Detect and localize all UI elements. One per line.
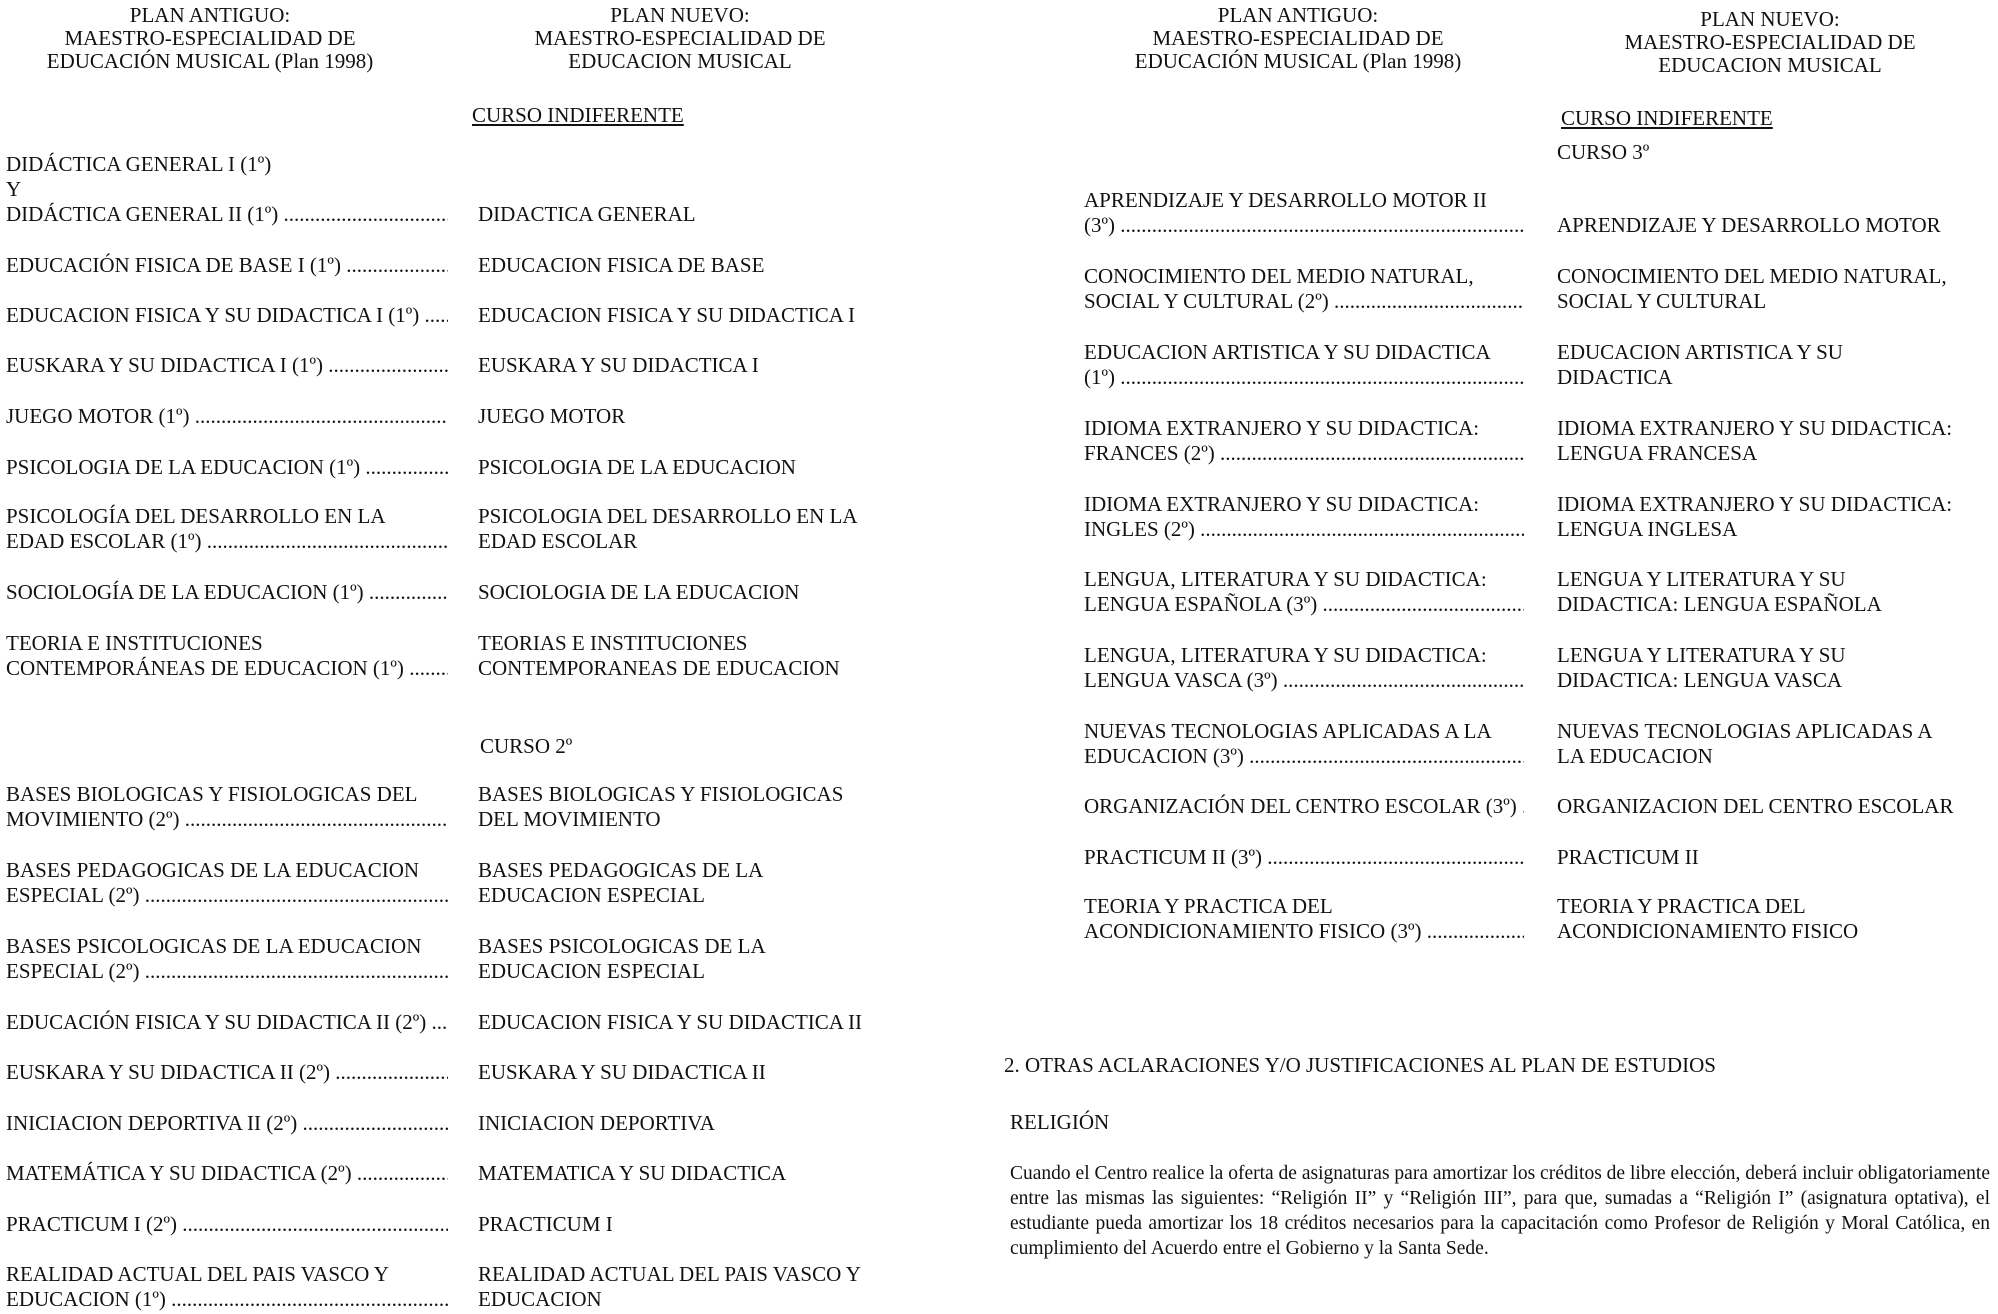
new-plan-subject: [478, 858, 763, 908]
header-line: MAESTRO-ESPECIALIDAD DE: [64, 26, 356, 50]
new-plan-subject: [478, 1161, 786, 1186]
new-plan-subject: [478, 934, 766, 984]
old-plan-subject: [6, 504, 448, 554]
notes-subheading: RELIGIÓN: [1010, 1110, 1110, 1134]
old-subject-line: (1º) .....: [1084, 365, 1524, 390]
old-plan-subject: [6, 580, 448, 605]
new-plan-subject: [478, 580, 799, 605]
section-curso-indiferente: CURSO INDIFERENTE: [472, 103, 684, 127]
new-plan-subject: [478, 782, 843, 832]
old-plan-subject: [1084, 894, 1524, 944]
old-subject-line: BASES PSICOLOGICAS DE LA EDUCACION: [6, 934, 422, 958]
old-subject-line: LENGUA ESPAÑOLA (3º) .....: [1084, 592, 1524, 617]
old-subject-line: ACONDICIONAMIENTO FISICO (3º) .....: [1084, 919, 1524, 944]
header-line: PLAN ANTIGUO:: [1217, 3, 1379, 27]
new-subject-line: EDUCACION FISICA Y SU DIDACTICA I: [478, 303, 856, 327]
old-plan-subject: [1084, 492, 1524, 542]
old-subject-line: PSICOLOGIA DE LA EDUCACION (1º) .....: [6, 455, 448, 480]
new-plan-subject: [1557, 264, 1947, 314]
new-subject-line: DIDACTICA: LENGUA VASCA: [1557, 668, 1843, 692]
new-plan-subject: [478, 404, 625, 429]
new-subject-line: EDUCACION: [478, 1287, 602, 1311]
old-subject-line: TEORIA Y PRACTICA DEL: [1084, 894, 1333, 918]
old-subject-line: Y: [6, 177, 22, 201]
old-subject-line: ESPECIAL (2º) .....: [6, 959, 448, 984]
old-subject-line: EDUCACIÓN FISICA DE BASE I (1º) .....: [6, 253, 448, 278]
old-plan-subject: [6, 353, 448, 378]
left-new-plan-header: [520, 4, 840, 73]
old-subject-line: DIDÁCTICA GENERAL II (1º) .....: [6, 202, 448, 227]
new-plan-subject: [478, 455, 796, 480]
new-subject-line: BASES BIOLOGICAS Y FISIOLOGICAS: [478, 782, 844, 806]
new-subject-line: LENGUA FRANCESA: [1557, 441, 1758, 465]
section-curso-indiferente: CURSO INDIFERENTE: [1561, 106, 1773, 130]
old-subject-line: EUSKARA Y SU DIDACTICA II (2º) .....: [6, 1060, 448, 1085]
old-plan-subject: [6, 1161, 448, 1186]
old-subject-line: EUSKARA Y SU DIDACTICA I (1º) .....: [6, 353, 448, 378]
new-subject-line: EDAD ESCOLAR: [478, 529, 638, 553]
new-plan-subject: [478, 1262, 861, 1312]
new-subject-line: LENGUA INGLESA: [1557, 517, 1738, 541]
left-old-plan-header: [30, 4, 390, 73]
old-subject-line: EDUCACION (1º) .....: [6, 1287, 448, 1312]
old-subject-line: EDUCACION FISICA Y SU DIDACTICA I (1º) .....: [6, 303, 448, 328]
old-plan-subject: [1084, 416, 1524, 466]
new-plan-subject: [1557, 719, 1933, 769]
new-subject-line: EUSKARA Y SU DIDACTICA I: [478, 353, 759, 377]
new-subject-line: EDUCACION FISICA Y SU DIDACTICA II: [478, 1010, 863, 1034]
old-plan-subject: [1084, 794, 1524, 819]
old-subject-line: LENGUA VASCA (3º) .....: [1084, 668, 1524, 693]
old-subject-line: EDUCACION ARTISTICA Y SU DIDACTICA: [1084, 340, 1491, 364]
old-subject-line: MATEMÁTICA Y SU DIDACTICA (2º) .....: [6, 1161, 448, 1186]
new-plan-subject: [1557, 340, 1843, 390]
old-plan-subject: [6, 253, 448, 278]
old-plan-subject: [1084, 340, 1524, 390]
new-subject-line: BASES PSICOLOGICAS DE LA: [478, 934, 766, 958]
old-subject-line: EDUCACION (3º) .....: [1084, 744, 1524, 769]
header-line: MAESTRO-ESPECIALIDAD DE: [534, 26, 826, 50]
new-subject-line: PSICOLOGIA DEL DESARROLLO EN LA: [478, 504, 858, 528]
old-plan-subject: [6, 152, 448, 227]
old-subject-line: SOCIOLOGÍA DE LA EDUCACION (1º) .....: [6, 580, 448, 605]
new-subject-line: DIDACTICA: [1557, 365, 1673, 389]
new-plan-subject: [478, 202, 696, 227]
new-plan-subject: [478, 353, 759, 378]
section-curso-3: CURSO 3º: [1557, 140, 1650, 164]
old-subject-line: IDIOMA EXTRANJERO Y SU DIDACTICA:: [1084, 492, 1480, 516]
new-subject-line: PSICOLOGIA DE LA EDUCACION: [478, 455, 796, 479]
new-subject-line: EDUCACION ESPECIAL: [478, 883, 705, 907]
old-plan-subject: [6, 1212, 448, 1237]
new-subject-line: PRACTICUM I: [478, 1212, 613, 1236]
new-plan-subject: [1557, 845, 1699, 870]
old-subject-line: ESPECIAL (2º) .....: [6, 883, 448, 908]
header-line: PLAN ANTIGUO:: [129, 3, 291, 27]
new-subject-line: SOCIOLOGIA DE LA EDUCACION: [478, 580, 800, 604]
new-subject-line: LA EDUCACION: [1557, 744, 1713, 768]
new-plan-subject: [478, 303, 855, 328]
old-plan-subject: [1084, 188, 1524, 238]
section-curso-2: CURSO 2º: [480, 734, 573, 758]
old-subject-line: NUEVAS TECNOLOGIAS APLICADAS A LA: [1084, 719, 1492, 743]
new-subject-line: NUEVAS TECNOLOGIAS APLICADAS A: [1557, 719, 1933, 743]
old-plan-subject: [1084, 845, 1524, 870]
new-subject-line: DIDACTICA GENERAL: [478, 202, 696, 226]
notes-paragraph: Cuando el Centro realice la oferta de asignaturas para amortizar los créditos de libre elección, deberá incluir obligatoriamente entre las mismas las siguientes: “Religión II” y “Religión III”, para que, sumadas a “Religión I” (asignatura optativa), el estudiante pueda amortizar los 18 créditos necesarios para la capacitación como Profesor de Religión y Moral Católica, en cumplimiento del Acuerdo entre el Gobierno y la Santa Sede.: [1010, 1163, 1990, 1259]
old-plan-subject: [1084, 643, 1524, 693]
new-subject-line: EDUCACION ARTISTICA Y SU: [1557, 340, 1843, 364]
new-plan-subject: [1557, 213, 1941, 238]
header-line: EDUCACION MUSICAL: [568, 49, 792, 73]
new-subject-line: TEORIAS E INSTITUCIONES: [478, 631, 748, 655]
header-line: MAESTRO-ESPECIALIDAD DE: [1624, 30, 1916, 54]
header-line: PLAN NUEVO:: [610, 3, 750, 27]
new-plan-subject: [478, 1060, 766, 1085]
header-line: EDUCACIÓN MUSICAL (Plan 1998): [46, 49, 374, 73]
old-plan-subject: [6, 455, 448, 480]
old-plan-subject: [6, 404, 448, 429]
old-plan-subject: [6, 1111, 448, 1136]
new-subject-line: LENGUA Y LITERATURA Y SU: [1557, 567, 1846, 591]
old-subject-line: LENGUA, LITERATURA Y SU DIDACTICA:: [1084, 567, 1487, 591]
old-subject-line: SOCIAL Y CULTURAL (2º) .....: [1084, 289, 1524, 314]
new-subject-line: IDIOMA EXTRANJERO Y SU DIDACTICA:: [1557, 416, 1953, 440]
new-subject-line: JUEGO MOTOR: [478, 404, 626, 428]
new-subject-line: IDIOMA EXTRANJERO Y SU DIDACTICA:: [1557, 492, 1953, 516]
old-plan-subject: [1084, 719, 1524, 769]
old-subject-line: CONOCIMIENTO DEL MEDIO NATURAL,: [1084, 264, 1474, 288]
old-subject-line: REALIDAD ACTUAL DEL PAIS VASCO Y: [6, 1262, 389, 1286]
right-old-plan-header: [1118, 4, 1478, 73]
old-plan-subject: [6, 782, 448, 832]
new-plan-subject: [478, 253, 764, 278]
old-subject-line: CONTEMPORÁNEAS DE EDUCACION (1º) .....: [6, 656, 448, 681]
new-plan-subject: [478, 1212, 613, 1237]
new-plan-subject: [1557, 894, 1858, 944]
old-plan-subject: [6, 1262, 448, 1312]
old-subject-line: IDIOMA EXTRANJERO Y SU DIDACTICA:: [1084, 416, 1480, 440]
new-subject-line: EDUCACION FISICA DE BASE: [478, 253, 765, 277]
old-subject-line: PRACTICUM II (3º) .....: [1084, 845, 1524, 870]
new-subject-line: PRACTICUM II: [1557, 845, 1699, 869]
header-line: PLAN NUEVO:: [1700, 7, 1840, 31]
new-plan-subject: [1557, 794, 1953, 819]
new-plan-subject: [478, 504, 858, 554]
header-line: EDUCACIÓN MUSICAL (Plan 1998): [1134, 49, 1462, 73]
new-subject-line: SOCIAL Y CULTURAL: [1557, 289, 1767, 313]
new-subject-line: APRENDIZAJE Y DESARROLLO MOTOR: [1557, 213, 1941, 237]
new-subject-line: MATEMATICA Y SU DIDACTICA: [478, 1161, 787, 1185]
old-plan-subject: [6, 631, 448, 681]
new-plan-subject: [1557, 492, 1952, 542]
new-plan-subject: [1557, 567, 1882, 617]
old-subject-line: TEORIA E INSTITUCIONES: [6, 631, 263, 655]
header-line: MAESTRO-ESPECIALIDAD DE: [1152, 26, 1444, 50]
new-subject-line: DEL MOVIMIENTO: [478, 807, 661, 831]
old-subject-line: APRENDIZAJE Y DESARROLLO MOTOR II: [1084, 188, 1487, 212]
old-plan-subject: [6, 303, 448, 328]
new-subject-line: BASES PEDAGOGICAS DE LA: [478, 858, 764, 882]
old-subject-line: (3º) .....: [1084, 213, 1524, 238]
new-subject-line: EUSKARA Y SU DIDACTICA II: [478, 1060, 766, 1084]
old-subject-line: INICIACION DEPORTIVA II (2º) .....: [6, 1111, 448, 1136]
new-subject-line: EDUCACION ESPECIAL: [478, 959, 705, 983]
old-subject-line: BASES BIOLOGICAS Y FISIOLOGICAS DEL: [6, 782, 418, 806]
new-subject-line: ORGANIZACION DEL CENTRO ESCOLAR: [1557, 794, 1954, 818]
old-plan-subject: [6, 1060, 448, 1085]
new-plan-subject: [478, 631, 840, 681]
old-subject-line: FRANCES (2º) .....: [1084, 441, 1524, 466]
old-subject-line: JUEGO MOTOR (1º) .....: [6, 404, 448, 429]
old-subject-line: PSICOLOGÍA DEL DESARROLLO EN LA: [6, 504, 386, 528]
new-subject-line: LENGUA Y LITERATURA Y SU: [1557, 643, 1846, 667]
new-plan-subject: [1557, 416, 1952, 466]
old-subject-line: DIDÁCTICA GENERAL I (1º): [6, 152, 272, 176]
new-subject-line: CONTEMPORANEAS DE EDUCACION: [478, 656, 840, 680]
new-subject-line: ACONDICIONAMIENTO FISICO: [1557, 919, 1859, 943]
new-plan-subject: [478, 1111, 715, 1136]
old-plan-subject: [1084, 567, 1524, 617]
old-plan-subject: [6, 1010, 448, 1035]
old-plan-subject: [1084, 264, 1524, 314]
old-plan-subject: [6, 858, 448, 908]
new-plan-subject: [1557, 643, 1846, 693]
old-subject-line: INGLES (2º) .....: [1084, 517, 1524, 542]
old-subject-line: EDAD ESCOLAR (1º) .....: [6, 529, 448, 554]
old-subject-line: MOVIMIENTO (2º) .....: [6, 807, 448, 832]
old-subject-line: EDUCACIÓN FISICA Y SU DIDACTICA II (2º) .....: [6, 1010, 448, 1035]
new-subject-line: DIDACTICA: LENGUA ESPAÑOLA: [1557, 592, 1882, 616]
new-subject-line: REALIDAD ACTUAL DEL PAIS VASCO Y: [478, 1262, 861, 1286]
header-line: EDUCACION MUSICAL: [1658, 53, 1882, 77]
new-subject-line: CONOCIMIENTO DEL MEDIO NATURAL,: [1557, 264, 1947, 288]
new-subject-line: TEORIA Y PRACTICA DEL: [1557, 894, 1806, 918]
notes-heading: 2. OTRAS ACLARACIONES Y/O JUSTIFICACIONES AL PLAN DE ESTUDIOS: [1004, 1053, 1716, 1077]
old-plan-subject: [6, 934, 448, 984]
old-subject-line: PRACTICUM I (2º) .....: [6, 1212, 448, 1237]
old-subject-line: LENGUA, LITERATURA Y SU DIDACTICA:: [1084, 643, 1487, 667]
new-subject-line: INICIACION DEPORTIVA: [478, 1111, 715, 1135]
old-subject-line: BASES PEDAGOGICAS DE LA EDUCACION: [6, 858, 420, 882]
right-new-plan-header: [1610, 8, 1930, 77]
new-plan-subject: [478, 1010, 862, 1035]
old-subject-line: ORGANIZACIÓN DEL CENTRO ESCOLAR (3º) .....: [1084, 794, 1524, 819]
